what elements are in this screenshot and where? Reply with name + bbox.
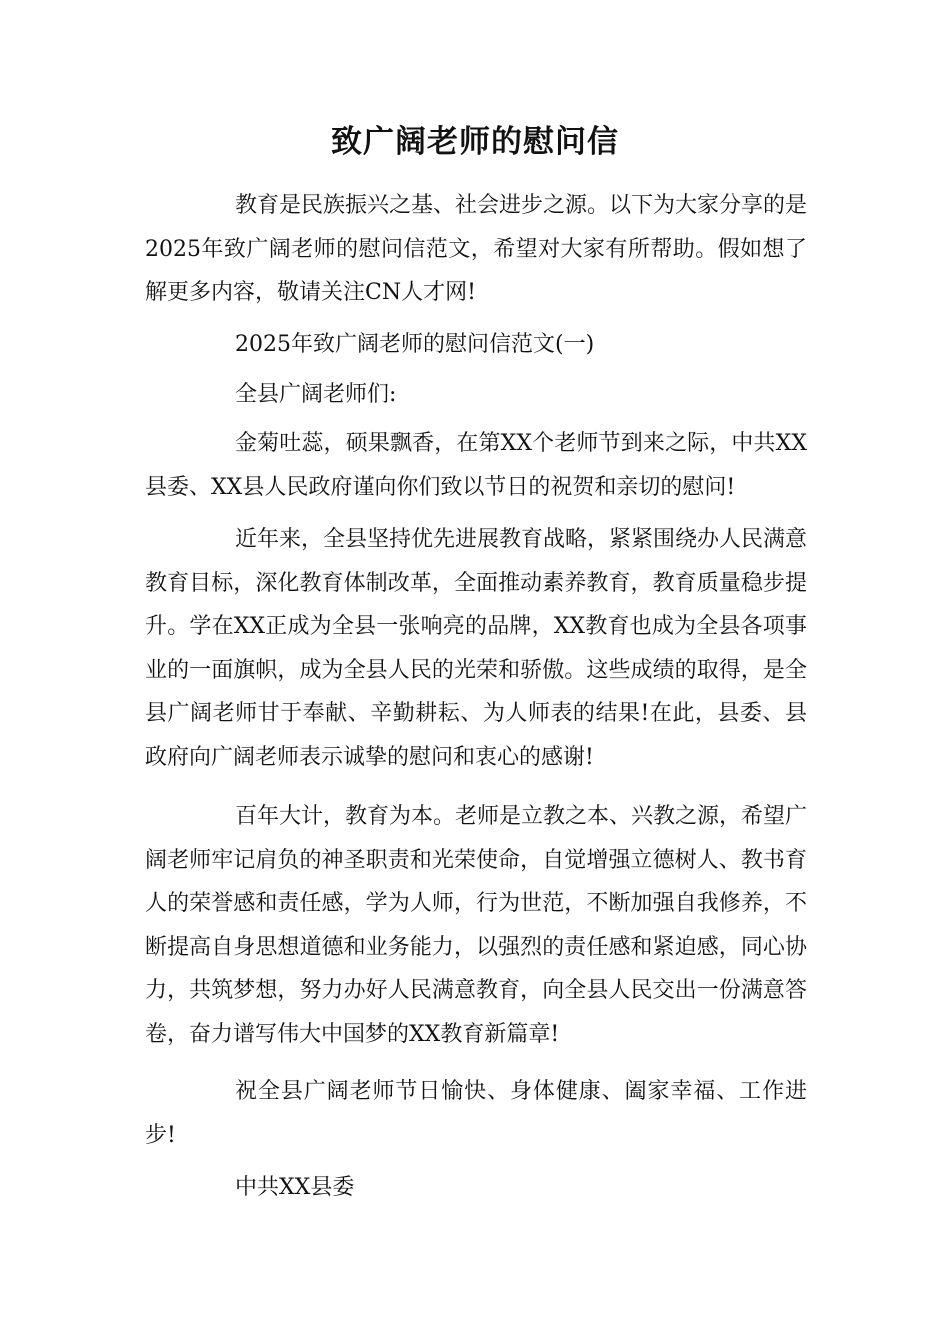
body-paragraph-2: 近年来，全县坚持优先进展教育战略，紧紧围绕办人民满意教育目标，深化教育体制改革，全面推动素养教育，教育质量稳步提升。学在XX正成为全县一张响亮的品牌，XX教育也成为全县各项事业的一面旗帜，成为全县人民的光荣和骄傲。这些成绩的取得，是全县广阔老师甘于奉献、辛勤耕耘、为人师表的结果!在此，县委、县政府向广阔老师表示诚挚的慰问和衷心的感谢! bbox=[145, 527, 808, 770]
letter-subtitle: 2025年致广阔老师的慰问信范文(一) bbox=[235, 332, 595, 357]
letter-salutation: 全县广阔老师们: bbox=[235, 382, 397, 407]
body-paragraph-3: 百年大计，教育为本。老师是立教之本、兴教之源，希望广阔老师牢记肩负的神圣职责和光荣使命，自觉增强立德树人、教书育人的荣誉感和责任感，学为人师，行为世范，不断加强自我修养，不断提高自身思想道德和业务能力，以强烈的责任感和紧迫感，同心协力，共筑梦想，努力办好人民满意教育，向全县人民交出一份满意答卷，奋力谱写伟大中国梦的XX教育新篇章! bbox=[145, 804, 808, 1047]
signature: 中共XX县委 bbox=[235, 1175, 355, 1200]
intro-paragraph: 教育是民族振兴之基、社会进步之源。以下为大家分享的是2025年致广阔老师的慰问信范文，希望对大家有所帮助。假如想了解更多内容，敬请关注CN人才网! bbox=[145, 193, 808, 305]
body-paragraph-1: 金菊吐蕊，硕果飘香，在第XX个老师节到来之际，中共XX县委、XX县人民政府谨向你们致以节日的祝贺和亲切的慰问! bbox=[145, 431, 807, 500]
body-paragraph-4: 祝全县广阔老师节日愉快、身体健康、阖家幸福、工作进步! bbox=[145, 1079, 807, 1148]
document-title: 致广阔老师的慰问信 bbox=[331, 124, 619, 160]
